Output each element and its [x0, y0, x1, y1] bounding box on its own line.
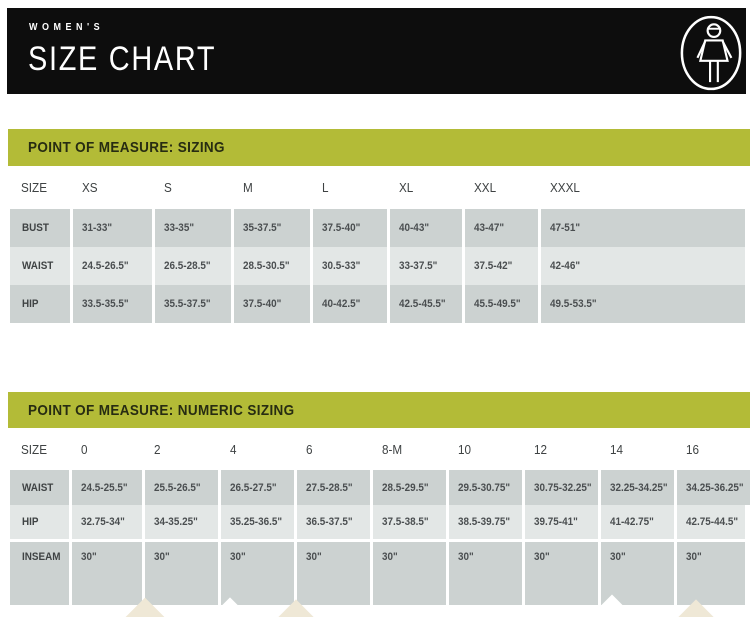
- measurement-cell: 30": [525, 542, 598, 605]
- measurement-cell: 38.5-39.75": [449, 505, 522, 539]
- measurement-cell: 30": [145, 542, 218, 605]
- measurement-cell: 37.5-42": [465, 247, 538, 285]
- column-header: 12: [525, 428, 598, 470]
- column-header: 10: [449, 428, 522, 470]
- table-row-inseam: [10, 542, 745, 605]
- watermark-shape: [0, 605, 107, 617]
- column-header: 14: [601, 428, 674, 470]
- table-row-waist: [10, 470, 745, 505]
- measurement-cell: 43-47": [465, 209, 538, 247]
- column-header: 0: [72, 428, 142, 470]
- sizing-table-title-bar: [8, 129, 750, 166]
- measurement-cell: 42.5-45.5": [390, 285, 462, 323]
- measurement-cell: 33.5-35.5": [73, 285, 152, 323]
- measurement-cell: 25.5-26.5": [145, 470, 218, 505]
- measurement-cell: 42-46": [541, 247, 745, 285]
- table-row-hip: [10, 505, 745, 539]
- column-header: 8-M: [373, 428, 446, 470]
- measurement-cell: 27.5-28.5": [297, 470, 370, 505]
- measurement-cell: 33-35": [155, 209, 231, 247]
- measurement-cell: 30": [221, 542, 294, 605]
- column-header: XXL: [465, 166, 538, 209]
- measurement-cell: 30.5-33": [313, 247, 387, 285]
- header-eyebrow: WOMEN'S: [29, 22, 105, 33]
- measurement-cell: 36.5-37.5": [297, 505, 370, 539]
- measurement-cell: 30": [601, 542, 674, 605]
- measurement-cell: 41-42.75": [601, 505, 674, 539]
- measurement-cell: 32.25-34.25": [601, 470, 674, 505]
- measurement-cell: 30.75-32.25": [525, 470, 598, 505]
- measurement-cell: 30": [677, 542, 745, 605]
- sizing-table-title: POINT OF MEASURE: SIZING: [28, 139, 225, 156]
- page-title: SIZE CHART: [28, 40, 217, 78]
- column-header: L: [313, 166, 387, 209]
- table-row-bust: [10, 209, 745, 247]
- column-header: 2: [145, 428, 218, 470]
- measurement-cell: 30": [373, 542, 446, 605]
- measurement-cell: 29.5-30.75": [449, 470, 522, 505]
- measurement-cell: 28.5-30.5": [234, 247, 310, 285]
- measurement-cell: 24.5-25.5": [72, 470, 142, 505]
- measurement-cell: 31-33": [73, 209, 152, 247]
- numeric-sizing-table-section: [8, 392, 750, 605]
- column-header: XXXL: [541, 166, 745, 209]
- table-row-hip: [10, 285, 745, 323]
- measurement-cell: 47-51": [541, 209, 745, 247]
- column-header: 6: [297, 428, 370, 470]
- measurement-cell: 30": [449, 542, 522, 605]
- measurement-cell: 37.5-38.5": [373, 505, 446, 539]
- measurement-cell: 39.75-41": [525, 505, 598, 539]
- table-body: [10, 470, 745, 605]
- row-label: WAIST: [10, 247, 70, 285]
- row-label: HIP: [10, 285, 70, 323]
- column-header: XL: [390, 166, 462, 209]
- measurement-cell: 26.5-28.5": [155, 247, 231, 285]
- size-column-header: SIZE: [10, 428, 69, 470]
- measurement-cell: 35.25-36.5": [221, 505, 294, 539]
- measurement-cell: 49.5-53.5": [541, 285, 745, 323]
- row-label: HIP: [10, 505, 69, 539]
- sizing-table: [10, 166, 745, 323]
- measurement-cell: 35-37.5": [234, 209, 310, 247]
- numeric-table-title: POINT OF MEASURE: NUMERIC SIZING: [28, 401, 295, 419]
- numeric-sizing-table: [10, 428, 745, 605]
- measurement-cell: 42.75-44.5": [677, 505, 745, 539]
- row-label: WAIST: [10, 470, 69, 505]
- woman-figure-icon: [679, 13, 745, 93]
- measurement-cell: 37.5-40": [313, 209, 387, 247]
- measurement-cell: 34.25-36.25": [677, 470, 750, 505]
- measurement-cell: 33-37.5": [390, 247, 462, 285]
- row-label: INSEAM: [10, 542, 69, 605]
- measurement-cell: 30": [72, 542, 142, 605]
- measurement-cell: 40-42.5": [313, 285, 387, 323]
- measurement-cell: 26.5-27.5": [221, 470, 294, 505]
- column-header: XS: [73, 166, 152, 209]
- measurement-cell: 40-43": [390, 209, 462, 247]
- sizing-table-section: [8, 129, 750, 323]
- column-header: S: [155, 166, 231, 209]
- measurement-cell: 34-35.25": [145, 505, 218, 539]
- measurement-cell: 35.5-37.5": [155, 285, 231, 323]
- page-header: [7, 8, 746, 94]
- size-column-header: SIZE: [10, 166, 70, 209]
- measurement-cell: 37.5-40": [234, 285, 310, 323]
- row-label: BUST: [10, 209, 70, 247]
- column-header: 16: [677, 428, 745, 470]
- measurement-cell: 30": [297, 542, 370, 605]
- measurement-cell: 32.75-34": [72, 505, 142, 539]
- column-header: 4: [221, 428, 294, 470]
- measurement-cell: 24.5-26.5": [73, 247, 152, 285]
- numeric-table-title-bar: [8, 392, 750, 428]
- column-header-row: [10, 166, 745, 209]
- table-body: [10, 209, 745, 323]
- column-header: M: [234, 166, 310, 209]
- table-row-waist: [10, 247, 745, 285]
- measurement-cell: 45.5-49.5": [465, 285, 538, 323]
- column-header-row: [10, 428, 745, 470]
- measurement-cell: 28.5-29.5": [373, 470, 446, 505]
